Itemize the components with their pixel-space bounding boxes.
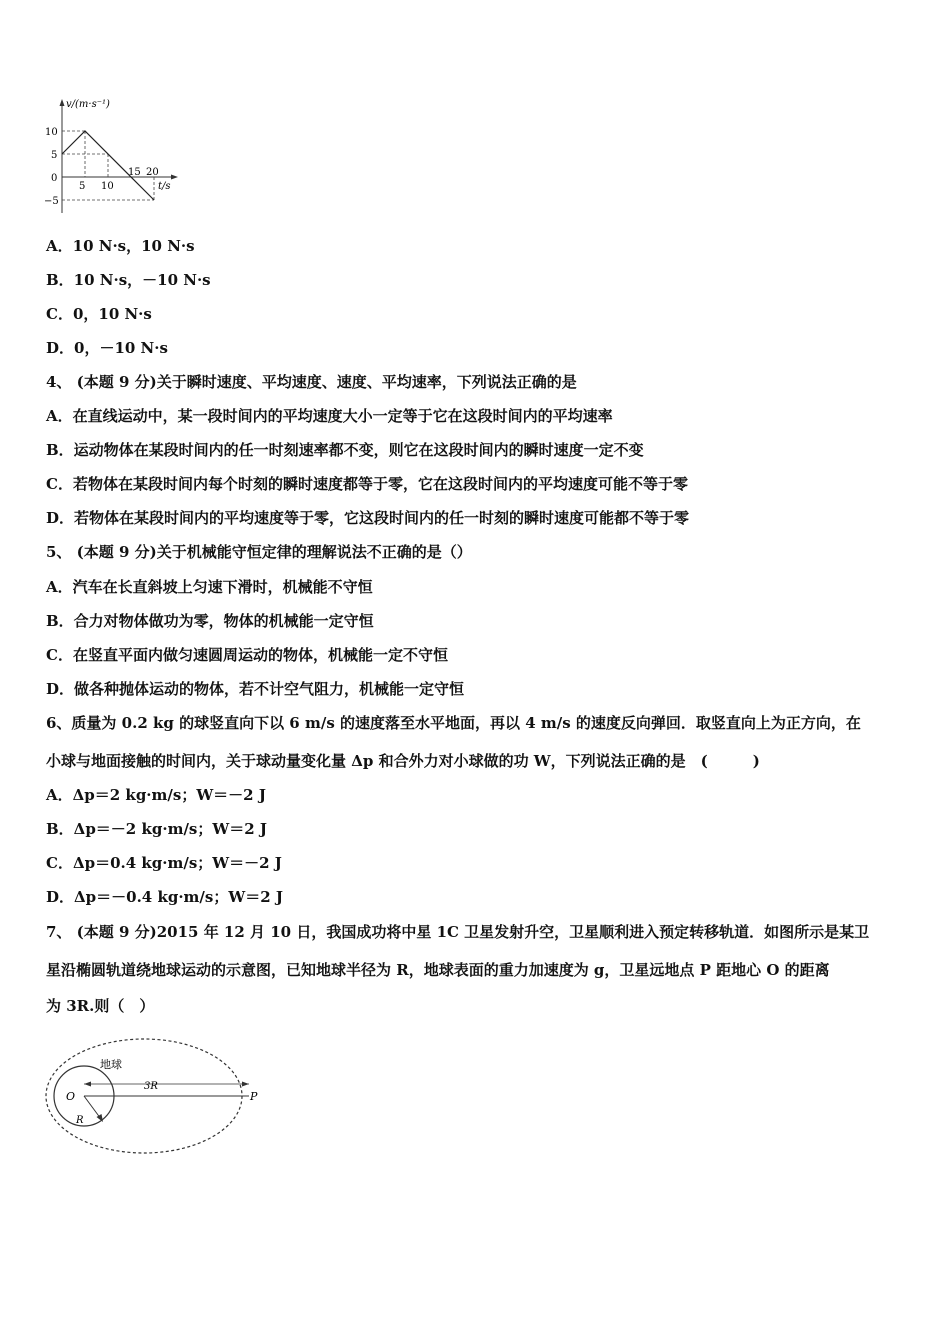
q3-option-b: B．10 N·s，－10 N·s bbox=[46, 271, 211, 289]
q3-option-a: A．10 N·s，10 N·s bbox=[46, 237, 195, 255]
distance-label: 3R bbox=[144, 1081, 158, 1092]
earth-label: 地球 bbox=[100, 1058, 122, 1071]
x-axis-arrow bbox=[171, 175, 178, 180]
q4-option-a: A．在直线运动中，某一段时间内的平均速度大小一定等于它在这段时间内的平均速率 bbox=[46, 407, 613, 425]
x-tick-15: 15 bbox=[128, 167, 141, 178]
q5-option-c: C．在竖直平面内做匀速圆周运动的物体，机械能一定不守恒 bbox=[46, 646, 448, 664]
center-label: O bbox=[66, 1090, 76, 1103]
x-tick-10: 10 bbox=[101, 181, 114, 192]
y-tick-5: 5 bbox=[51, 150, 58, 161]
radius-line bbox=[84, 1096, 101, 1119]
dimension-arrow-right bbox=[242, 1082, 249, 1087]
q4-stem: 4、 (本题 9 分)关于瞬时速度、平均速度、速度、平均速率，下列说法正确的是 bbox=[46, 373, 577, 391]
q5-option-b: B．合力对物体做功为零，物体的机械能一定守恒 bbox=[46, 612, 374, 630]
y-tick-neg5: −5 bbox=[44, 196, 59, 207]
velocity-time-graph bbox=[40, 95, 190, 215]
radius-arrow bbox=[97, 1114, 104, 1122]
y-tick-0: 0 bbox=[51, 173, 58, 184]
dimension-arrow-left bbox=[84, 1082, 91, 1087]
q6-stem-line2: 小球与地面接触的时间内，关于球动量变化量 Δp 和合外力对小球做的功 W，下列说法正确的是 ( ) bbox=[46, 752, 760, 770]
y-axis-label: v/(m·s⁻¹) bbox=[66, 99, 110, 110]
q5-option-d: D．做各种抛体运动的物体，若不计空气阻力，机械能一定守恒 bbox=[46, 680, 465, 698]
point-p-label: P bbox=[250, 1090, 258, 1103]
q5-stem: 5、 (本题 9 分)关于机械能守恒定律的理解说法不正确的是（） bbox=[46, 543, 472, 561]
q7-stem-line2: 星沿椭圆轨道绕地球运动的示意图，已知地球半径为 R，地球表面的重力加速度为 g，卫星远地点 P 距地心 O 的距离 bbox=[46, 961, 830, 979]
x-tick-5: 5 bbox=[79, 181, 86, 192]
y-tick-10: 10 bbox=[45, 127, 58, 138]
q4-option-b: B．运动物体在某段时间内的任一时刻速率都不变，则它在这段时间内的瞬时速度一定不变 bbox=[46, 441, 644, 459]
orbit-diagram bbox=[44, 1036, 274, 1161]
q6-option-c: C．Δp＝0.4 kg·m/s；W＝－2 J bbox=[46, 854, 282, 872]
q3-option-d: D．0，－10 N·s bbox=[46, 339, 168, 357]
y-axis-arrow bbox=[60, 99, 65, 106]
q4-option-c: C．若物体在某段时间内每个时刻的瞬时速度都等于零，它在这段时间内的平均速度可能不等于零 bbox=[46, 475, 688, 493]
q4-option-d: D．若物体在某段时间内的平均速度等于零，它这段时间内的任一时刻的瞬时速度可能都不等于零 bbox=[46, 509, 690, 527]
q6-option-d: D．Δp＝－0.4 kg·m/s；W＝2 J bbox=[46, 888, 283, 906]
radius-label: R bbox=[76, 1115, 84, 1126]
q6-stem-line1: 6、质量为 0.2 kg 的球竖直向下以 6 m/s 的速度落至水平地面，再以 4 m/s 的速度反向弹回．取竖直向上为正方向，在 bbox=[46, 714, 861, 732]
q7-stem-line1: 7、 (本题 9 分)2015 年 12 月 10 日，我国成功将中星 1C 卫星发射升空，卫星顺利进入预定转移轨道．如图所示是某卫 bbox=[46, 923, 870, 941]
q3-option-c: C．0，10 N·s bbox=[46, 305, 152, 323]
q6-option-a: A．Δp＝2 kg·m/s；W＝－2 J bbox=[46, 786, 266, 804]
x-axis-label: t/s bbox=[158, 181, 171, 192]
q5-option-a: A．汽车在长直斜坡上匀速下滑时，机械能不守恒 bbox=[46, 578, 373, 596]
x-tick-20: 20 bbox=[146, 167, 159, 178]
q7-stem-line3: 为 3R.则（ ） bbox=[46, 997, 155, 1015]
q6-option-b: B．Δp＝－2 kg·m/s；W＝2 J bbox=[46, 820, 267, 838]
